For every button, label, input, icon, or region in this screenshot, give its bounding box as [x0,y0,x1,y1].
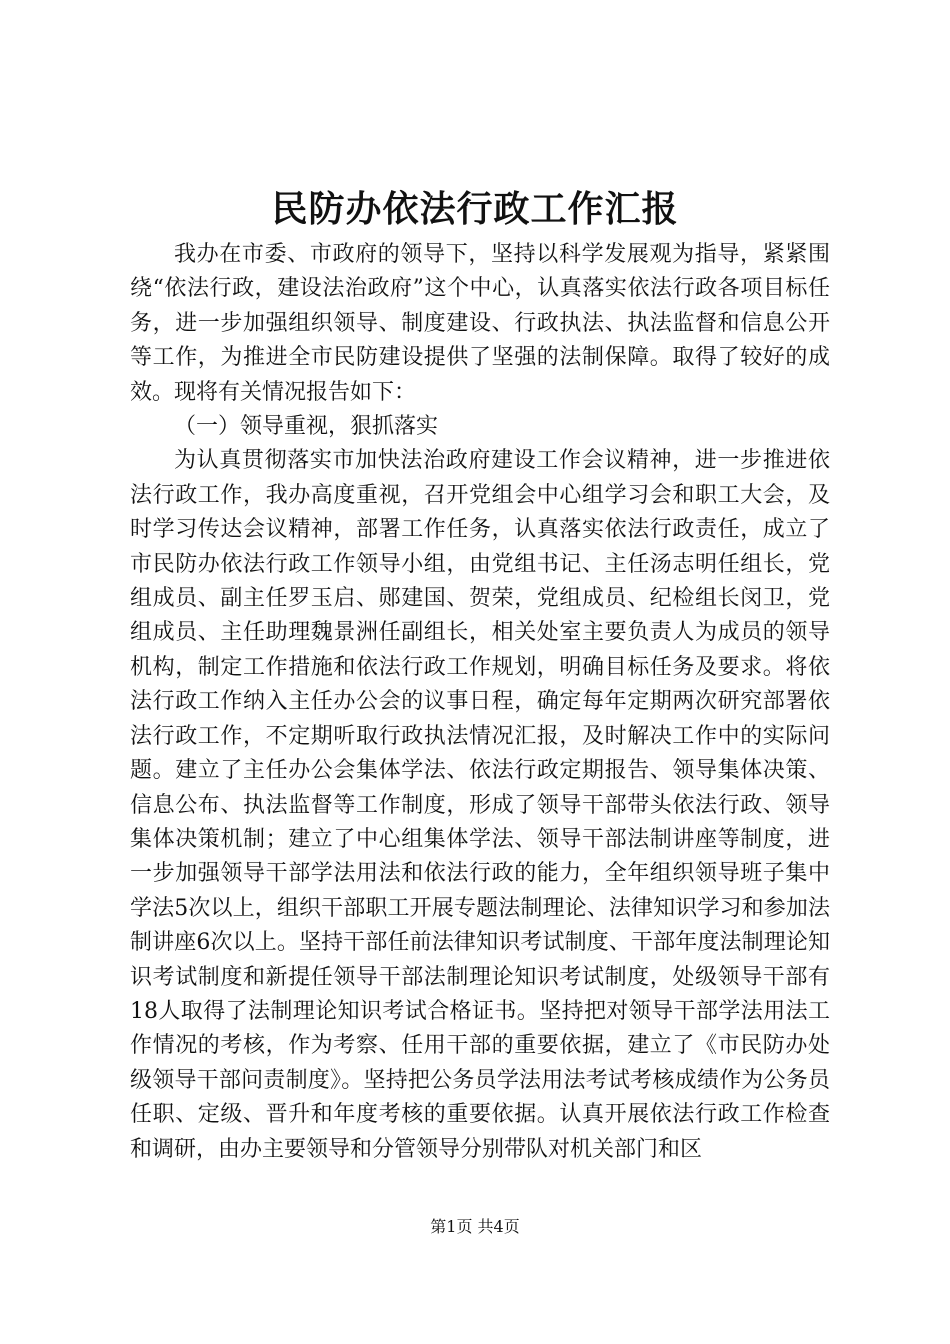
body-paragraph: 为认真贯彻落实市加快法治政府建设工作会议精神，进一步推进依法行政工作，我办高度重视，召开党组会中心组学习会和职工大会，及时学习传达会议精神，部署工作任务，认真落实依法行政责任，成立了市民防办依法行政工作领导小组，由党组书记、主任汤志明任组长，党组成员、副主任罗玉启、郧建国、贺荣，党组成员、纪检组长闵卫，党组成员、主任助理魏景洲任副组长，相关处室主要负责人为成员的领导机构，制定工作措施和依法行政工作规划，明确目标任务及要求。将依法行政工作纳入主任办公会的议事日程，确定每年定期两次研究部署依法行政工作，不定期听取行政执法情况汇报，及时解决工作中的实际问题。建立了主任办公会集体学法、依法行政定期报告、领导集体决策、信息公布、执法监督等工作制度，形成了领导干部带头依法行政、领导集体决策机制；建立了中心组集体学法、领导干部法制讲座等制度，进一步加强领导干部学法用法和依法行政的能力，全年组织领导班子集中学法5次以上，组织干部职工开展专题法制理论、法律知识学习和参加法制讲座6次以上。坚持干部任前法律知识考试制度、干部年度法制理论知识考试制度和新提任领导干部法制理论知识考试制度，处级领导干部有18人取得了法制理论知识考试合格证书。坚持把对领导干部学法用法工作情况的考核，作为考察、任用干部的重要依据，建立了《市民防办处级领导干部问责制度》。坚持把公务员学法用法考试考核成绩作为公务员任职、定级、晋升和年度考核的重要依据。认真开展依法行政工作检查和调研，由办主要领导和分管领导分别带队对机关部门和区 [130,448,830,1162]
document-body [130,238,830,1167]
document-title: 民防办依法行政工作汇报 [271,188,679,230]
intro-paragraph: 我办在市委、市政府的领导下，坚持以科学发展观为指导，紧紧围绕“依法行政，建设法治政府”这个中心，认真落实依法行政各项目标任务，进一步加强组织领导、制度建设、行政执法、执法监督和信息公开等工作，为推进全市民防建设提供了坚强的法制保障。取得了较好的成效。现将有关情况报告如下： [130,242,830,405]
page-footer: 第1页 共4页 [430,1217,520,1236]
section-heading: （一）领导重视，狠抓落实 [174,414,439,440]
